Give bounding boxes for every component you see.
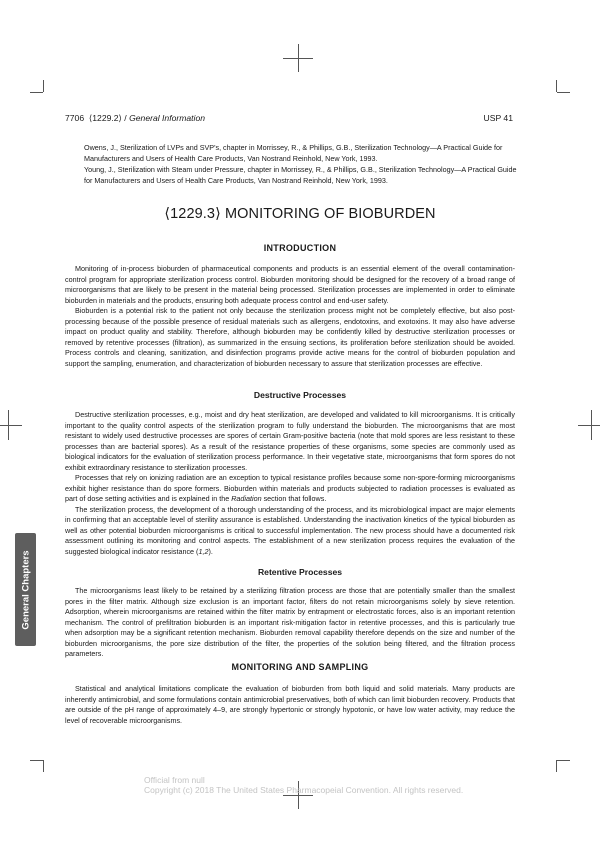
paragraph: Monitoring of in-process bioburden of pharmaceutical components and products is an essential element of the overall contamination-control program for appropriate sterilization process control. Bioburden monitoring should be designed for the recovery of a broad range of microorganisms that are likely to be present in the material being processed. Sterilization processes are implemented in order to eliminate bioburden in materials and the products, ensuring both adequate process control and end-user safety. [65,264,515,305]
reference-item: Young, J., Sterilization with Steam under Pressure, chapter in Morrissey, R., & Phillips, G.B., Sterilization Technology—A Practical Guide for Manufacturers and Users of Health Care Products, Van Nostrand Reinhold, New York, 1993. [84,165,517,185]
crop-mark [30,92,43,93]
watermark [144,775,463,795]
publication-label: USP 41 [483,113,513,123]
crop-mark [556,760,557,772]
crop-mark [0,425,22,426]
crop-mark [43,760,44,772]
text-run: The sterilization process, the development of a thorough understanding of the process, and its microbiological impact are major elements in confirming that an acceptable level of sterility assurance is established. Understanding the inactivation kinetics of the typical bioburden as well as other potential bioburden microorganisms is critical to successful implementation. The new process should have a documented risk assessment outlining its monitoring and control aspects. The establishment of a new sterilization process requires the evaluation of the suggested biological indicator resistance ( [65,504,515,556]
reference-list [84,143,524,187]
text-run: section that follows. [261,494,327,503]
general-chapters-tab [15,533,36,646]
text-run: Processes that rely on ionizing radiation are an exception to typical resistance profiles because some non-spore-forming microorganisms exhibit higher resistance than do spore formers. Bioburden within materials and products subjected to radiation processes is evaluated as part of dose setting activities and is explained in the [65,473,515,503]
section-ref: ⟨1229.2⟩ [88,113,122,123]
heading-introduction: INTRODUCTION [263,243,337,253]
section-title: General Information [129,113,206,123]
paragraph [65,505,515,558]
introduction-body [65,264,515,369]
heading-monitoring-and-sampling: MONITORING AND SAMPLING [231,662,369,672]
heading-retentive-processes: Retentive Processes [257,567,343,577]
monitoring-body [65,684,515,726]
paragraph: The microorganisms least likely to be retained by a sterilizing filtration process are those that are potentially smaller than the smallest pores in the filter matrix. Although size exclusion is an important factor, filters do not retain microorganisms solely by sieve retention. Adsorption, wherein microorganisms are retained within the filter matrix by entrapment or electrostatic forces, also is an important retention mechanism. The control of prefiltration bioburden is an important risk-mitigation factor in retentive processes, and this is particularly true when adsorption may be a significant retention mechanism. Bioburden removal capability therefore depends on the size and number of the bioburden microorganisms, the pore size distribution of the filter, the properties of the solution being filtered, and the filtration process parameters. [65,586,515,658]
reference-item: Owens, J., Sterilization of LVPs and SVP's, chapter in Morrissey, R., & Phillips, G.B., Sterilization Technology—A Practical Guide for Manufacturers and Users of Health Care Products, Van Nostrand Reinhold, New York, 1993. [84,143,503,163]
destructive-body [65,410,515,557]
crop-mark [591,410,592,440]
crop-mark [43,80,44,92]
crop-mark [30,760,43,761]
heading-destructive-processes: Destructive Processes [253,390,347,400]
running-header: 7706 ⟨1229.2⟩ / General Information [65,113,206,123]
crop-mark [556,80,557,92]
crop-mark [8,410,9,440]
page-number: 7706 [65,113,85,123]
paragraph: Statistical and analytical limitations complicate the evaluation of bioburden from both liquid and solid materials. Many products are inherently antimicrobial, and some formulations contain antimicrobial preservatives, both of which can limit bioburden recovery. Products that are outside of the pH range of approximately 4–9, are strongly hypertonic or strongly hypotonic, or have low water activity, may reduce the level of recoverable microorganisms. [65,684,515,725]
crop-mark [283,58,313,59]
watermark-line: Copyright (c) 2018 The United States Pharmacopeial Convention. All rights reserved. [144,785,464,795]
paragraph: Bioburden is a potential risk to the patient not only because the sterilization process might not be completely effective, but also post-processing because of the possible presence of residual materials such as allergens, endotoxins, and exotoxins. It may also have adverse impact on product quality and stability. Therefore, although bioburden may be confidently killed by destructive sterilization processes or removed by retentive processes (filtration), as summarized in the ensuing sections, its proliferation before sterilization should be avoided. Process controls and cleaning, sanitization, and disinfection programs provide active means for the control of bioburden population and support the sampling, enumeration, and characterization of bioburden necessary to assure that sterilization processes are effective. [65,306,515,368]
crop-mark [283,795,313,796]
text-run: ). [208,546,213,556]
crop-mark [557,92,570,93]
citation-ref: 1,2 [198,546,209,556]
chapter-title: ⟨1229.3⟩ MONITORING OF BIOBURDEN [164,206,436,222]
text-run: Radiation [231,494,262,503]
crop-mark [557,760,570,761]
crop-mark [578,425,600,426]
paragraph: Destructive sterilization processes, e.g., moist and dry heat sterilization, are developed and validated to kill microorganisms. It is critically important to the quality control aspects of the sterilization program to fully understand the bioburden. The microorganisms that are most resistant to widely used destructive processes are spores of certain Gram-positive bacteria (note that mold spores are less resistant to these processes than are bacterial spores). As a result of the resistance properties of these organisms, some species are commonly used as biological indicators for the evaluation of sterilization process performance. In their vegetative state, microorganisms that form spores do not exhibit extraordinary resistance to sterilization processes. [65,410,515,472]
side-tab-label: General Chapters [20,549,31,630]
retentive-body [65,586,515,660]
watermark-line: Official from null [144,775,205,785]
paragraph [65,473,515,505]
